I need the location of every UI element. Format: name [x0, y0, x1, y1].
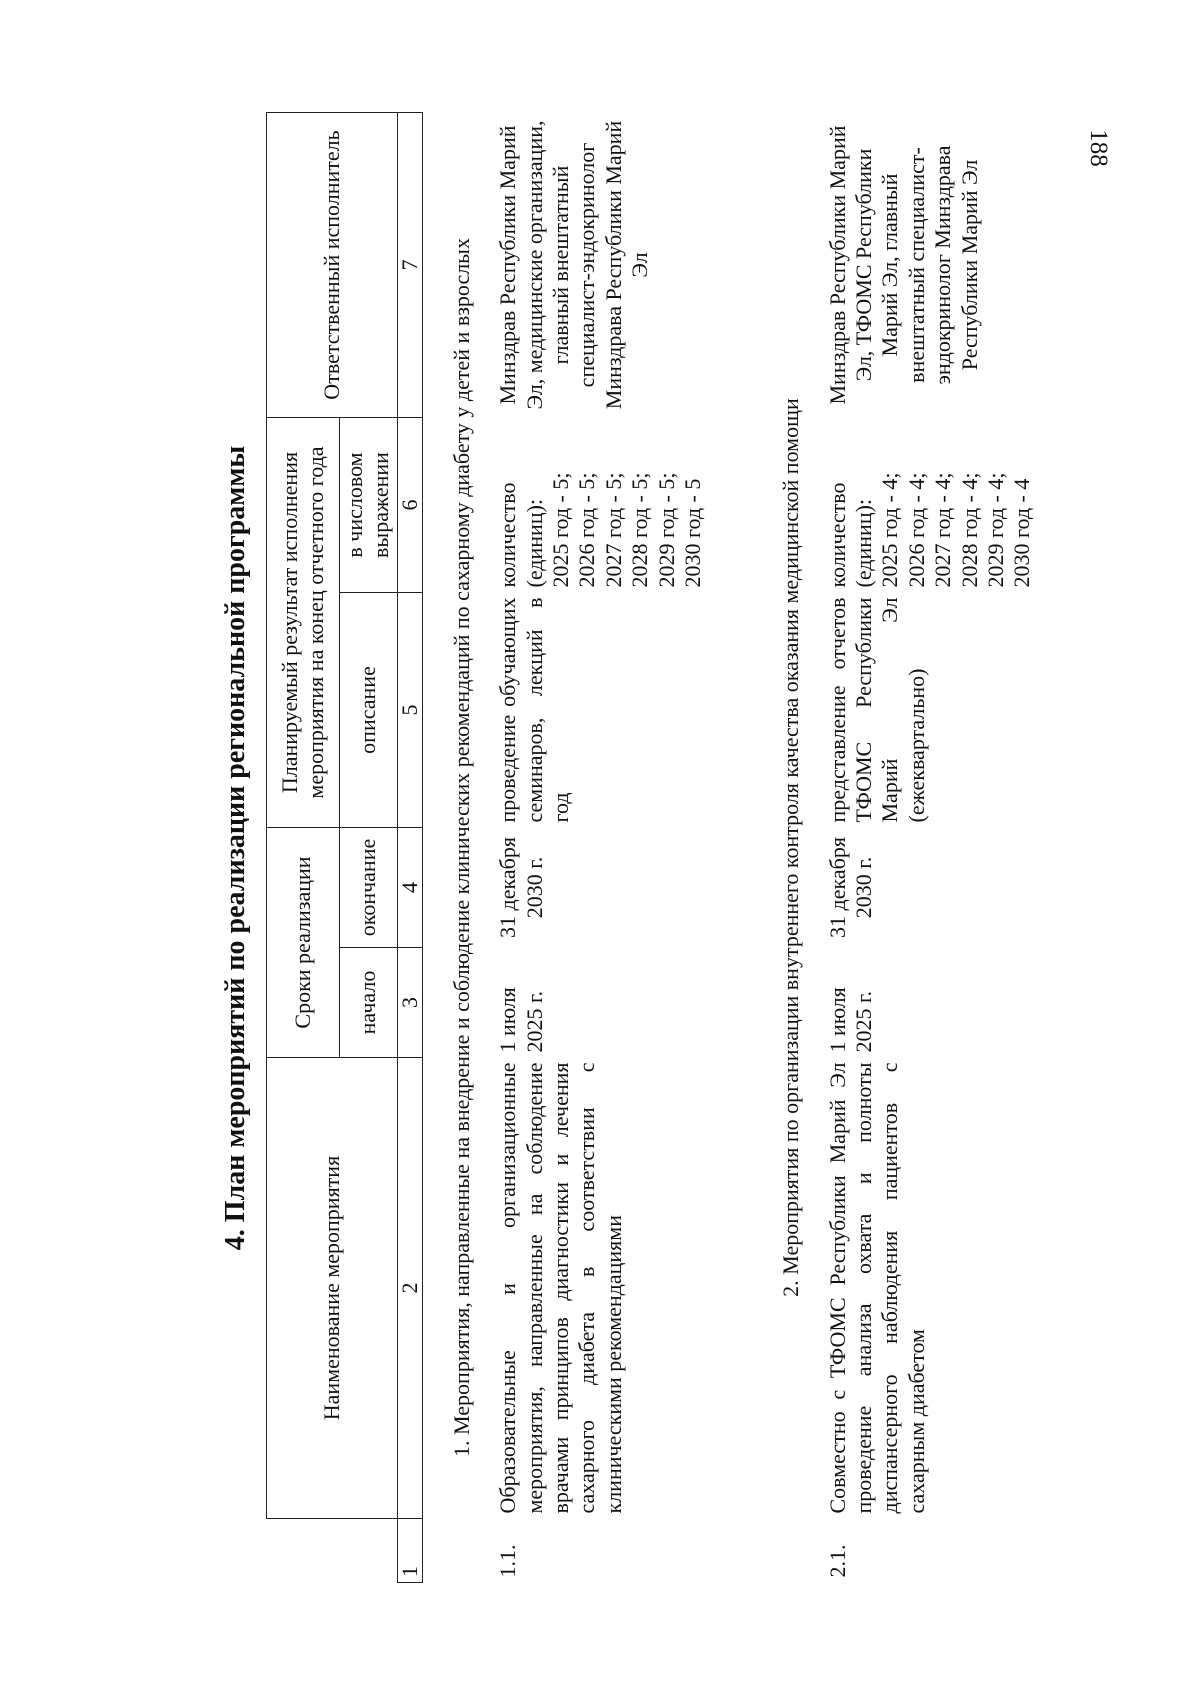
column-number: 5: [397, 593, 422, 828]
result-description: представление отчетов ТФОМС Республики Марий Эл (ежеквартально): [824, 597, 929, 823]
document-title: 4. План мероприятий по реализации региональной программы: [220, 445, 251, 1251]
column-number: 6: [397, 418, 422, 593]
numeric-line: 2026 год - 5;: [574, 472, 600, 588]
numeric-line: 2030 год - 4: [1009, 478, 1035, 588]
start-date: 1 июля 2025 г.: [824, 987, 877, 1053]
header-name: Наименование мероприятия: [267, 1058, 398, 1519]
page-number: 188: [1085, 129, 1112, 167]
row-number: 2.1.: [824, 1544, 850, 1578]
numeric-line: 2025 год - 4;: [877, 472, 903, 588]
table-header: [267, 113, 423, 1583]
rotated-page-content: [80, 113, 1080, 1583]
numeric-line: 2027 год - 5;: [600, 472, 626, 588]
end-date: 31 декабря 2030 г.: [824, 837, 877, 938]
numeric-line: 2029 год - 4;: [983, 472, 1009, 588]
column-number: 3: [397, 948, 422, 1058]
end-date: 31 декабря 2030 г.: [495, 837, 547, 938]
section-heading-row: [708, 113, 822, 1583]
header-description: описание: [340, 593, 398, 828]
table-row: [493, 113, 708, 1583]
numeric-line: 2028 год - 4;: [956, 472, 982, 588]
column-number: 7: [397, 113, 422, 418]
responsible-executor: Минздрав Республики Марий Эл, ТФОМС Республики Марий Эл, главный внештатный специалист-эндокринолог Минздрава Республики Марий Эл: [824, 125, 982, 405]
result-numeric: [823, 418, 1038, 593]
section-heading: 2. Мероприятия по организации внутреннего контроля качества оказания медицинской помощи: [778, 398, 804, 1297]
measure-name: Образовательные и организационные мероприятия, направленные на соблюдение врачами принципов диагностики и лечения сахарного диабета в соответствии с клиническими рекомендациями: [495, 1062, 626, 1514]
header-terms: Сроки реализации: [267, 828, 340, 1058]
row-number: 1.1.: [495, 1544, 521, 1578]
column-numbers-row: [397, 113, 422, 1583]
numeric-line: количество (единиц):: [495, 482, 547, 588]
header-result: Планируемый результат исполнения мероприятия на конец отчетного года: [267, 418, 340, 828]
column-number: 4: [397, 828, 422, 948]
action-plan-table: [266, 112, 1038, 1583]
measure-name: Совместно с ТФОМС Республики Марий Эл проведение анализа охвата и полноты диспансерного наблюдения пациентов с сахарным диабетом: [824, 1062, 929, 1514]
section-heading-row: [422, 113, 493, 1583]
numeric-line: 2030 год - 5: [679, 478, 705, 588]
numeric-line: 2029 год - 5;: [653, 472, 679, 588]
table-row: [823, 113, 1038, 1583]
result-numeric: [493, 418, 708, 593]
table-body: [422, 113, 1038, 1583]
column-number: 1: [397, 1519, 422, 1583]
result-description: проведение обучающих семинаров, лекций в год: [495, 597, 573, 823]
numeric-line: 2028 год - 5;: [627, 472, 653, 588]
numeric-line: количество (единиц):: [824, 482, 877, 588]
header-numeric: в числовом выражении: [340, 418, 398, 593]
header-start: начало: [340, 948, 398, 1058]
header-blank-cell: [267, 1519, 398, 1583]
numeric-line: 2027 год - 4;: [930, 472, 956, 588]
start-date: 1 июля 2025 г.: [495, 987, 547, 1053]
responsible-executor: Минздрав Республики Марий Эл, медицинские организации, главный внештатный специалист-эндокринолог Минздрава Республики Марий Эл: [495, 120, 653, 410]
numeric-line: 2026 год - 4;: [903, 472, 929, 588]
column-number: 2: [397, 1058, 422, 1519]
header-end: окончание: [340, 828, 398, 948]
numeric-line: 2025 год - 5;: [547, 472, 573, 588]
section-heading: 1. Мероприятия, направленные на внедрение и соблюдение клинических рекомендаций по сахарному диабету у детей и взрослых: [448, 238, 474, 1457]
header-executor: Ответственный исполнитель: [267, 113, 398, 418]
